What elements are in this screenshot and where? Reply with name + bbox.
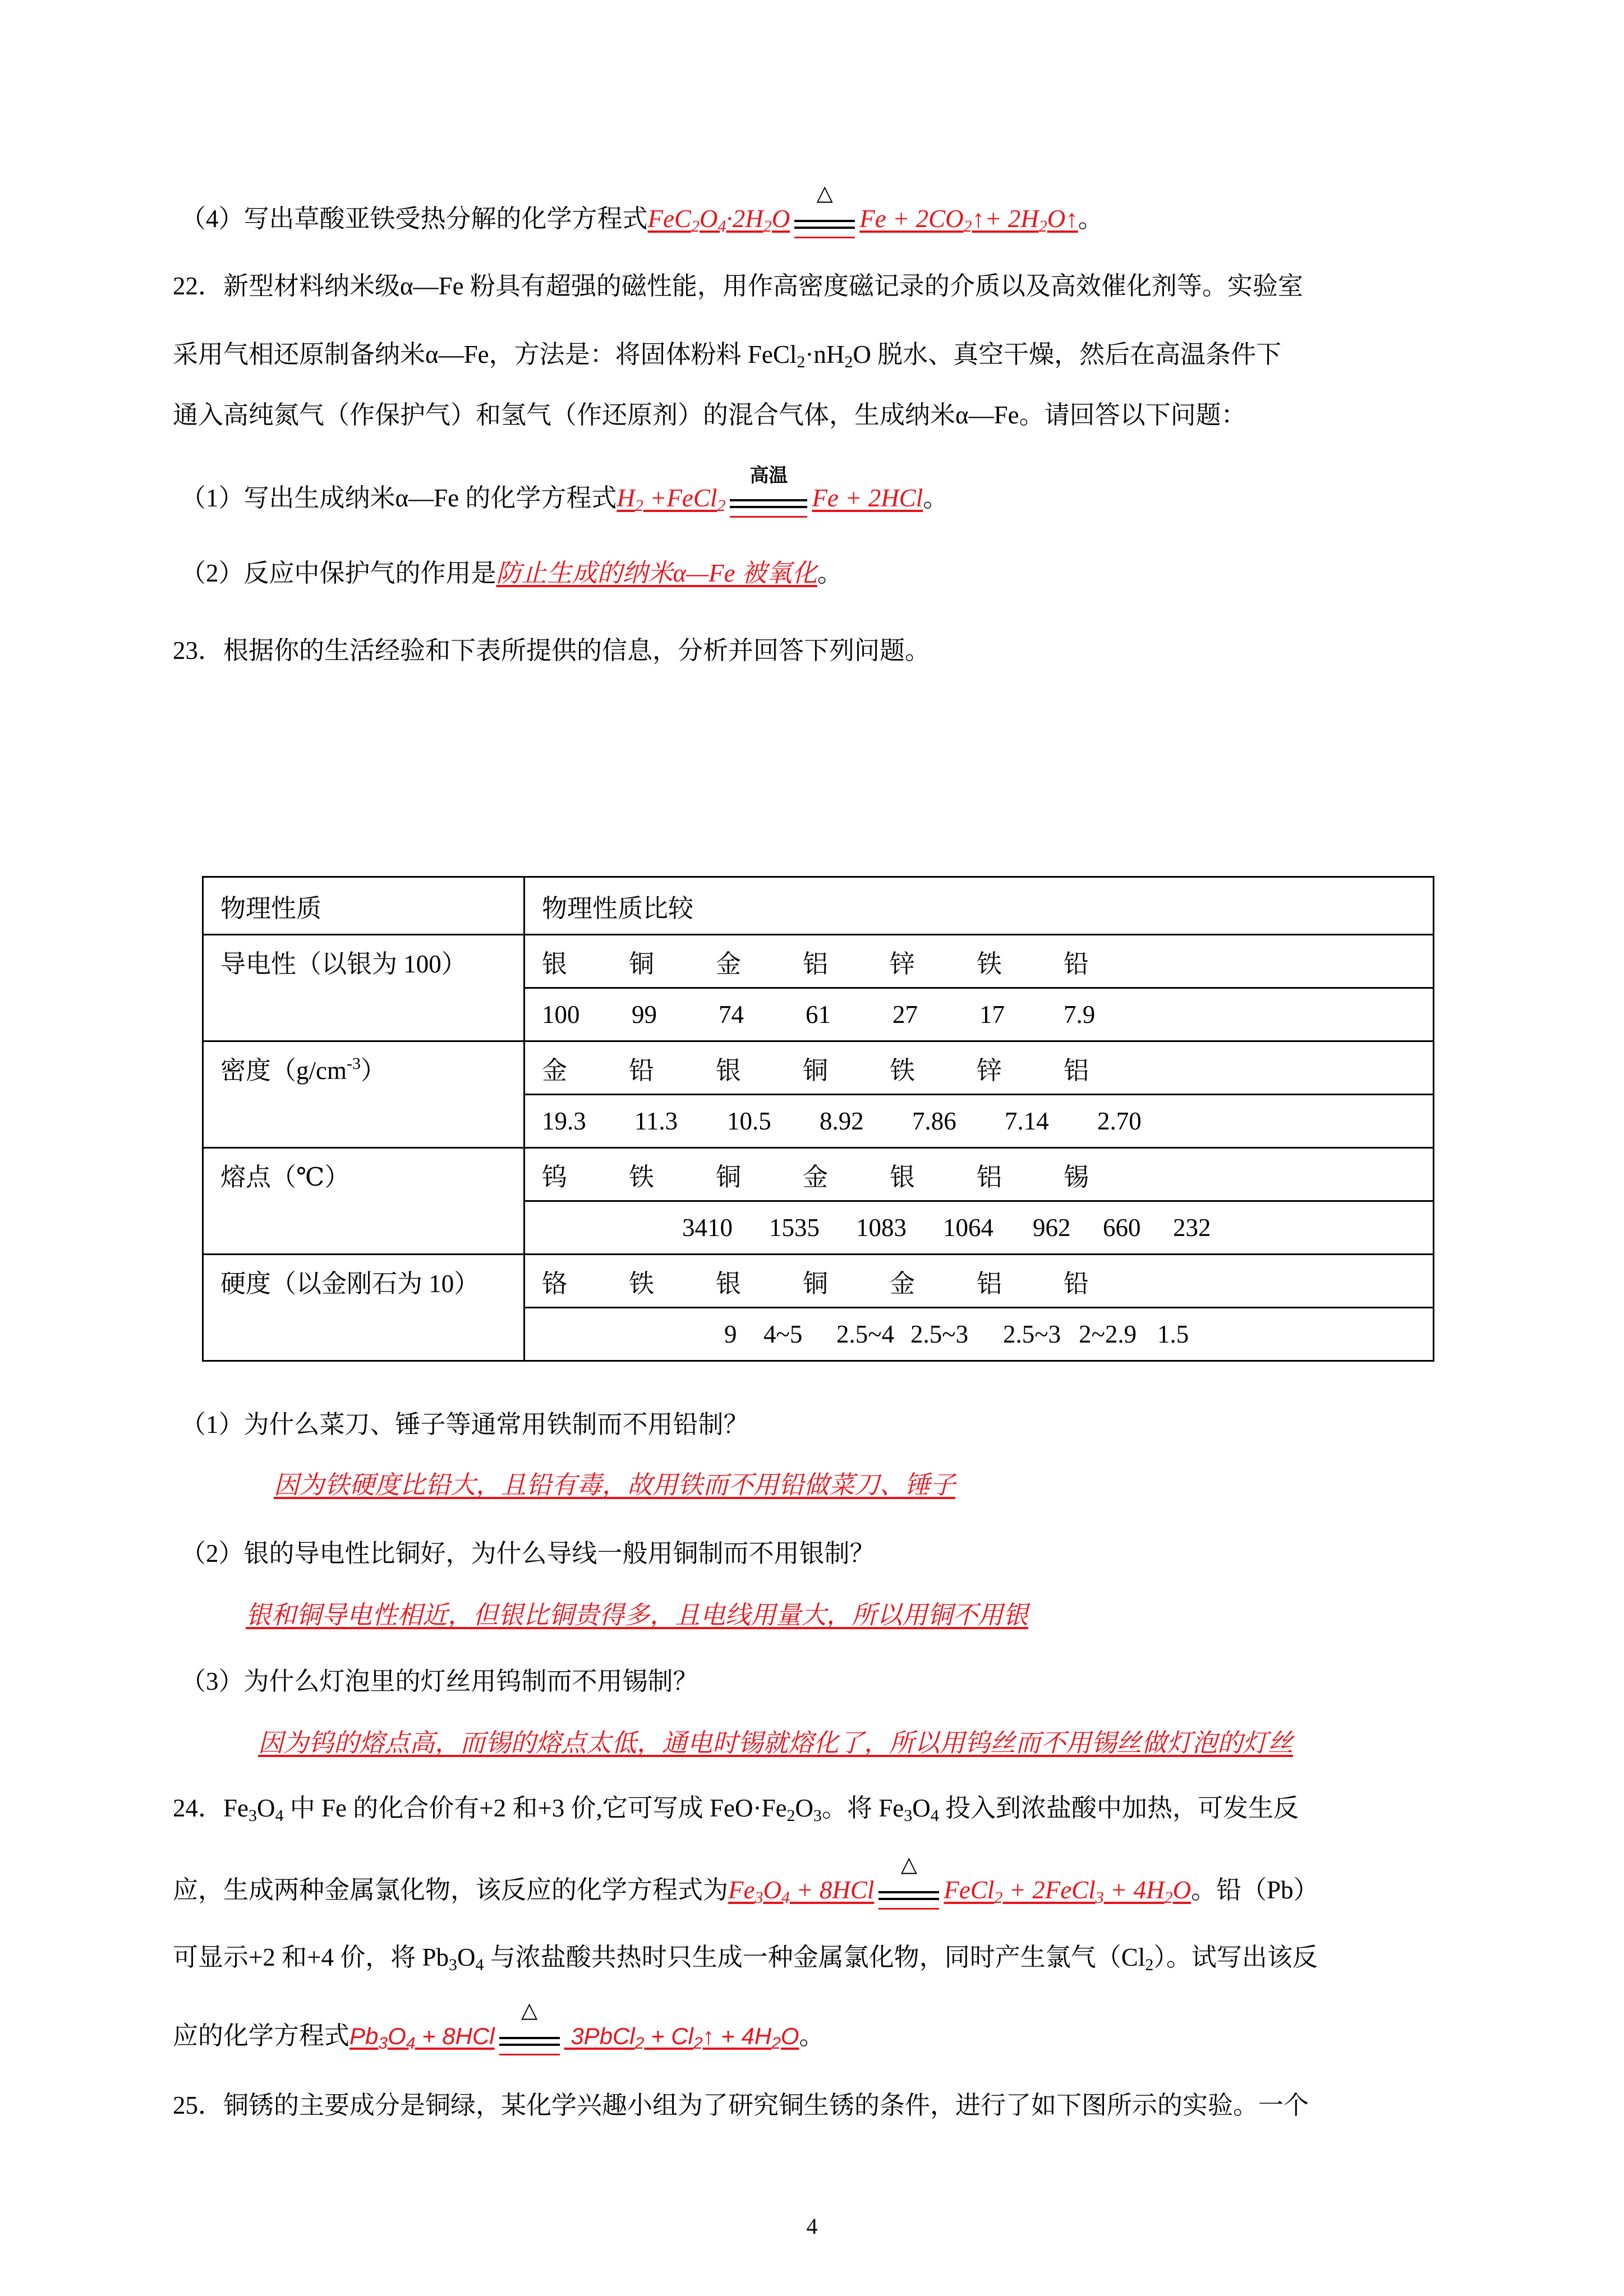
row-values: 3410 1535 1083 1064 962 660 232 <box>525 1201 1434 1255</box>
q21-4-lhs: $FeC_2O_4\cdot 2H_2O$ <box>647 205 790 236</box>
q21-4-line: （4）写出草酸亚铁受热分解的化学方程式$FeC_2O_4\cdot 2H_2O$ △ $Fe + 2CO_2↑+$ $2H_2O↑$。 <box>181 203 1103 234</box>
q24-line-2: 应，生成两种金属氯化物，该反应的化学方程式为$Fe_3O_4 + 8HCl$ △ FeCl$_2$ + 2FeCl$_3$ + $4H_2O$。铅（Pb） <box>173 1874 1319 1906</box>
q24-eq2-lhs: $Pb_3O_4 + 8HCl$ <box>349 2023 495 2053</box>
table-row <box>203 935 1434 988</box>
row-property-label: 熔点（℃） <box>203 1148 525 1255</box>
row-property-label: 硬度（以金刚石为 10） <box>203 1255 525 1361</box>
q23-2-prompt: （2）银的导电性比铜好，为什么导线一般用铜制而不用银制？ <box>181 1539 875 1567</box>
q22-intro-line-3: 通入高纯氮气（作保护气）和氢气（作还原剂）的混合气体，生成纳米α—Fe。请回答以下问题： <box>173 401 1246 429</box>
table-row <box>203 1255 1434 1308</box>
q25-line-1: 25．铜锈的主要成分是铜绿，某化学兴趣小组为了研究铜生锈的条件，进行了如下图所示的实验。一个 <box>173 2091 1309 2119</box>
q23-3-prompt: （3）为什么灯泡里的灯丝用钨制而不用锡制？ <box>181 1667 698 1695</box>
table-header-property: 物理性质 <box>203 877 525 935</box>
condition-high-temp: 高温 <box>726 482 811 514</box>
table-row <box>203 1148 1434 1201</box>
condition-heat: △ <box>496 2020 563 2051</box>
q22-intro-line-1: 22．新型材料纳米级α—Fe 粉具有超强的磁性能，用作高密度磁记录的介质以及高效催化剂等。实验室 <box>173 272 1303 300</box>
q23-2-answer: 银和铜导电性相近，但银比铜贵得多，且电线用量大，所以用铜不用银 <box>246 1601 1029 1629</box>
table-header-comparison: 物理性质比较 <box>525 877 1434 935</box>
q21-4-rhs: $Fe + 2CO_2↑+$ $2H_2O↑$ <box>859 205 1078 236</box>
q24-eq1-rhs: FeCl$_2$ + 2FeCl$_3$ + $4H_2O$ <box>944 1876 1191 1907</box>
q23-intro: 23．根据你的生活经验和下表所提供的信息，分析并回答下列问题。 <box>173 637 931 665</box>
table-header-row <box>203 877 1434 935</box>
row-names: 钨 铁 铜 金 银 铝 锡 <box>525 1148 1434 1201</box>
row-names: 金 铅 银 铜 铁 锌 铝 <box>525 1041 1434 1095</box>
q24-eq1-lhs: $Fe_3O_4 + 8HCl$ <box>728 1876 875 1907</box>
page-number: 4 <box>806 2214 818 2239</box>
row-names: 铬 铁 银 铜 金 铝 铅 <box>525 1255 1434 1308</box>
q22-2-prompt: （2）反应中保护气的作用是 <box>181 559 496 587</box>
q22-1-line: （1）写出生成纳米α—Fe 的化学方程式$H_2$ +FeCl$_2$ 高温 Fe + 2HCl。 <box>181 482 948 514</box>
q24-eq2-rhs: 3PbCl$_2$ + $Cl_2↑ + 4H_2O$ <box>564 2023 799 2053</box>
q22-2-line: （2）反应中保护气的作用是防止生成的纳米α—Fe 被氧化。 <box>181 559 843 587</box>
row-values: 9 4~5 2.5~4 2.5~3 2.5~3 2~2.9 1.5 <box>525 1308 1434 1361</box>
row-property-label: 导电性（以银为 100） <box>203 935 525 1041</box>
row-values: 100 99 74 61 27 17 7.9 <box>525 988 1434 1041</box>
row-values: 19.3 11.3 10.5 8.92 7.86 7.14 2.70 <box>525 1095 1434 1148</box>
q23-1-prompt: （1）为什么菜刀、锤子等通常用铁制而不用铅制？ <box>181 1410 749 1439</box>
q22-1-lhs: $H_2$ +FeCl$_2$ <box>617 484 726 515</box>
q24-line-3: 可显示+2 和+4 价，将 $Pb_3O_4$ 与浓盐酸共热时只生成一种金属氯化物，同时产生氯气$(Cl_2)$。试写出该反 <box>173 1943 1318 1974</box>
q22-2-answer: 防止生成的纳米α—Fe 被氧化 <box>496 559 817 587</box>
row-property-label: 密度$(g/cm^{-3})$ <box>203 1041 525 1148</box>
q22-1-prompt: （1）写出生成纳米α—Fe 的化学方程式 <box>181 484 617 512</box>
condition-heat: △ <box>875 1874 942 1906</box>
row-names: 银 铜 金 铝 锌 铁 铅 <box>525 935 1434 988</box>
q21-4-prompt: （4）写出草酸亚铁受热分解的化学方程式 <box>181 205 648 233</box>
q23-3-answer: 因为钨的熔点高，而锡的熔点太低，通电时锡就熔化了，所以用钨丝而不用锡丝做灯泡的灯丝 <box>258 1728 1294 1757</box>
q22-1-rhs: Fe + 2HCl <box>812 484 923 512</box>
q24-line-4: 应的化学方程式$Pb_3O_4 + 8HCl$ △ 3PbCl$_2$ + $Cl_2↑ + 4H_2O$。 <box>173 2020 825 2052</box>
physical-properties-table <box>202 876 1434 1362</box>
q24-line-1: 24．$Fe_3O_4$ 中 Fe 的化合价有+2 和+3 价,它可写成 $FeO\cdot Fe_2O_3$。将 $Fe_3O_4$ 投入到浓盐酸中加热，可发生反 <box>173 1794 1299 1825</box>
condition-heat: △ <box>791 203 858 234</box>
q23-1-answer: 因为铁硬度比铅大，且铅有毒，故用铁而不用铅做菜刀、锤子 <box>274 1470 956 1499</box>
q22-intro-line-2: 采用气相还原制备纳米α—Fe，方法是：将固体粉料 $FeCl_2\cdot nH_2O$ 脱水、真空干燥，然后在高温条件下 <box>173 340 1282 371</box>
table-row <box>203 1041 1434 1095</box>
